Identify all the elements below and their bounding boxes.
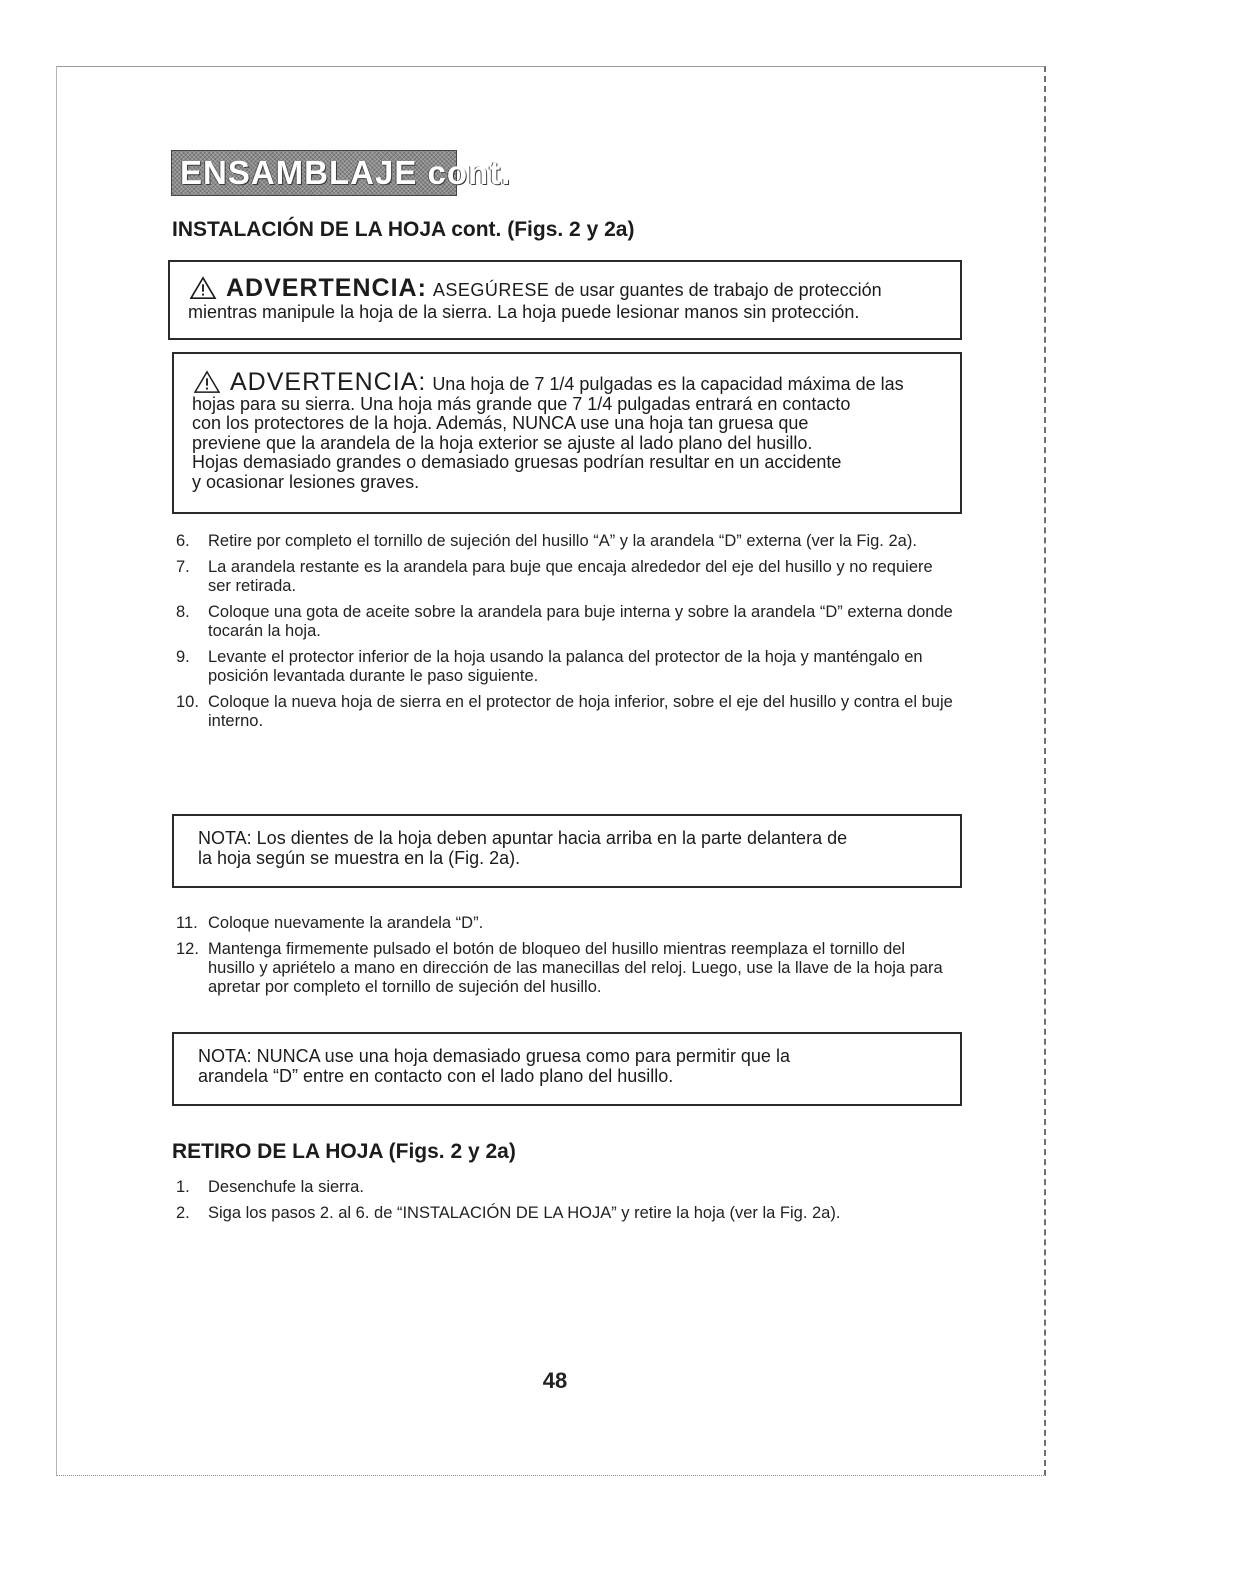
installation-steps-list-continued [176,914,956,1004]
warning-text: previene que la arandela de la hoja exterior se ajuste al lado plano del husillo. [192,432,813,453]
warning-title: ADVERTENCIA: [230,368,427,396]
section-heading-removal: RETIRO DE LA HOJA (Figs. 2 y 2a) [172,1140,516,1163]
list-item: 8. Coloque una gota de aceite sobre la arandela para buje interna y sobre la arandela “D” externa donde tocarán la hoja. [176,603,953,640]
list-item: 10. Coloque la nueva hoja de sierra en el protector de hoja inferior, sobre el eje del husillo y contra el buje interno. [176,693,953,730]
removal-steps-list [176,1178,956,1230]
note-text: NOTA: Los dientes de la hoja deben apuntar hacia arriba en la parte delantera de [198,828,848,848]
list-item: 9. Levante el protector inferior de la hoja usando la palanca del protector de la hoja y manténgalo en posición levantada durante le paso siguiente. [176,648,923,685]
warning-title: ADVERTENCIA: [226,274,427,302]
list-item: 1. Desenchufe la sierra. [176,1178,364,1196]
note-text: arandela “D” entre en contacto con el lado plano del husillo. [198,1066,674,1086]
note-text: la hoja según se muestra en la (Fig. 2a). [198,848,521,868]
warning-text: Una hoja de 7 1/4 pulgadas es la capacidad máxima de las [432,374,904,394]
list-item: 12. Mantenga firmemente pulsado el botón de bloqueo del husillo mientras reemplaza el tornillo del husillo y apriételo a mano en dirección de las manecillas del reloj. Luego, use la llave de la hoja para apretar por completo el tornillo de sujeción del husillo. [176,940,943,996]
warning-first-line [192,366,948,395]
warning-triangle-icon [192,370,222,394]
warning-box-blade-size [172,352,962,514]
warning-text: con los protectores de la hoja. Además, NUNCA use una hoja tan gruesa que [192,413,809,433]
warning-triangle-icon [188,276,218,300]
list-item: 6. Retire por completo el tornillo de sujeción del husillo “A” y la arandela “D” externa (ver la Fig. 2a). [176,532,917,550]
note-box-teeth [172,814,962,888]
note-text: NOTA: NUNCA use una hoja demasiado gruesa como para permitir que la [198,1046,790,1066]
installation-steps-list [176,532,956,738]
warning-text: y ocasionar lesiones graves. [192,471,420,492]
list-item: 2. Siga los pasos 2. al 6. de “INSTALACIÓN DE LA HOJA” y retire la hoja (ver la Fig. 2a). [176,1204,841,1222]
warning-lead-word: ASEGÚRESE [432,280,550,300]
warning-text: de usar guantes de trabajo de protección [554,280,882,300]
warning-box-gloves [168,260,962,340]
warning-text: Hojas demasiado grandes o demasiado gruesas podrían resultar en un accidente [192,452,842,472]
section-heading-installation: INSTALACIÓN DE LA HOJA cont. (Figs. 2 y 2a) [172,218,635,241]
section-banner: ENSAMBLAJE cont. [171,150,457,196]
page-number: 48 [542,1368,568,1393]
list-item: 7. La arandela restante es la arandela para buje que encaja alrededor del eje del husillo y no requiere ser retirada. [176,558,933,595]
warning-first-line [188,272,948,300]
warning-text: hojas para su sierra. Una hoja más grande que 7 1/4 pulgadas entrará en contacto [192,393,851,414]
note-box-thickness [172,1032,962,1106]
warning-text: mientras manipule la hoja de la sierra. La hoja puede lesionar manos sin protección. [188,302,860,322]
list-item: 11. Coloque nuevamente la arandela “D”. [176,914,484,932]
